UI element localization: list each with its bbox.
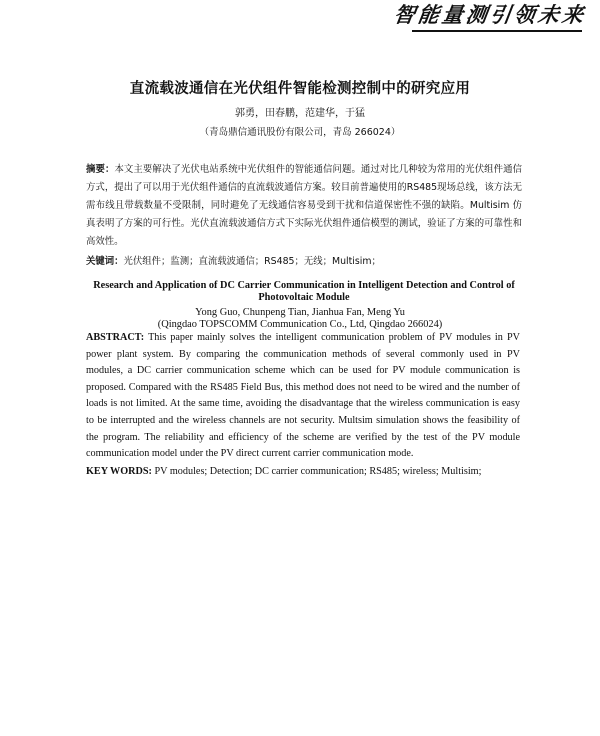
english-keywords-label: KEY WORDS: [86, 466, 152, 477]
english-abstract-text: This paper mainly solves the intelligent communication problem of PV modules in PV power plant system. By comparing the communication methods of several commonly used in PV modules, a DC carrier communication scheme which can be used for PV module communication is proposed. Compared with the RS485 Field Bus, this method does not need to be wired and the number of loads is not limited. At the same time, avoiding the disadvantage that the wireless communication is easy to be interrupted and the wireless channels are not security. Multsim simulation shows the feasibility of the program. The reliability and efficiency of the scheme are verified by the test of the PV module communication model under the PV direct current carrier communication mode. [86, 332, 520, 460]
english-abstract [86, 330, 520, 463]
english-abstract-label: ABSTRACT: [86, 332, 145, 343]
chinese-abstract-label: 摘要： [86, 164, 115, 175]
english-authors: Yong Guo, Chunpeng Tian, Jianhua Fan, Meng Yu [195, 307, 405, 318]
chinese-abstract-text: 本文主要解决了光伏电站系统中光伏组件的智能通信问题。通过对比几种较为常用的光伏组件通信方式，提出了可以用于光伏组件通信的直流载波通信方案。较目前普遍使用的RS485现场总线，该方法无需布线且带载数量不受限制，同时避免了无线通信容易受到干扰和信道保密性不强的缺陷。Multisim 仿真表明了方案的可行性。光伏直流载波通信方式下实际光伏组件通信模型的测试，验证了方案的可靠性和高效性。 [86, 164, 522, 247]
english-affiliation: (Qingdao TOPSCOMM Communication Co., Ltd, Qingdao 266024) [157, 319, 443, 330]
chinese-keywords-label: 关键词： [86, 256, 124, 267]
english-title: Research and Application of DC Carrier Communication in Intelligent Detection and Control of Photovoltaic Module [93, 280, 515, 303]
chinese-authors: 郭勇，田春鹏，范建华，于猛 [235, 108, 365, 119]
english-keywords [86, 464, 520, 481]
english-keywords-text: PV modules; Detection; DC carrier communication; RS485; wireless; Multisim; [151, 466, 482, 477]
chinese-title: 直流载波通信在光伏组件智能检测控制中的研究应用 [129, 81, 471, 97]
chinese-abstract [86, 161, 522, 251]
journal-brand-logo: 智能量测引领未来 [392, 2, 588, 27]
chinese-keywords-text: 光伏组件；监测；直流载波通信；RS485；无线；Multisim； [123, 256, 381, 267]
brand-underline [412, 30, 582, 32]
chinese-keywords [86, 253, 522, 267]
chinese-affiliation: （青岛鼎信通讯股份有限公司，青岛 266024） [199, 127, 401, 138]
